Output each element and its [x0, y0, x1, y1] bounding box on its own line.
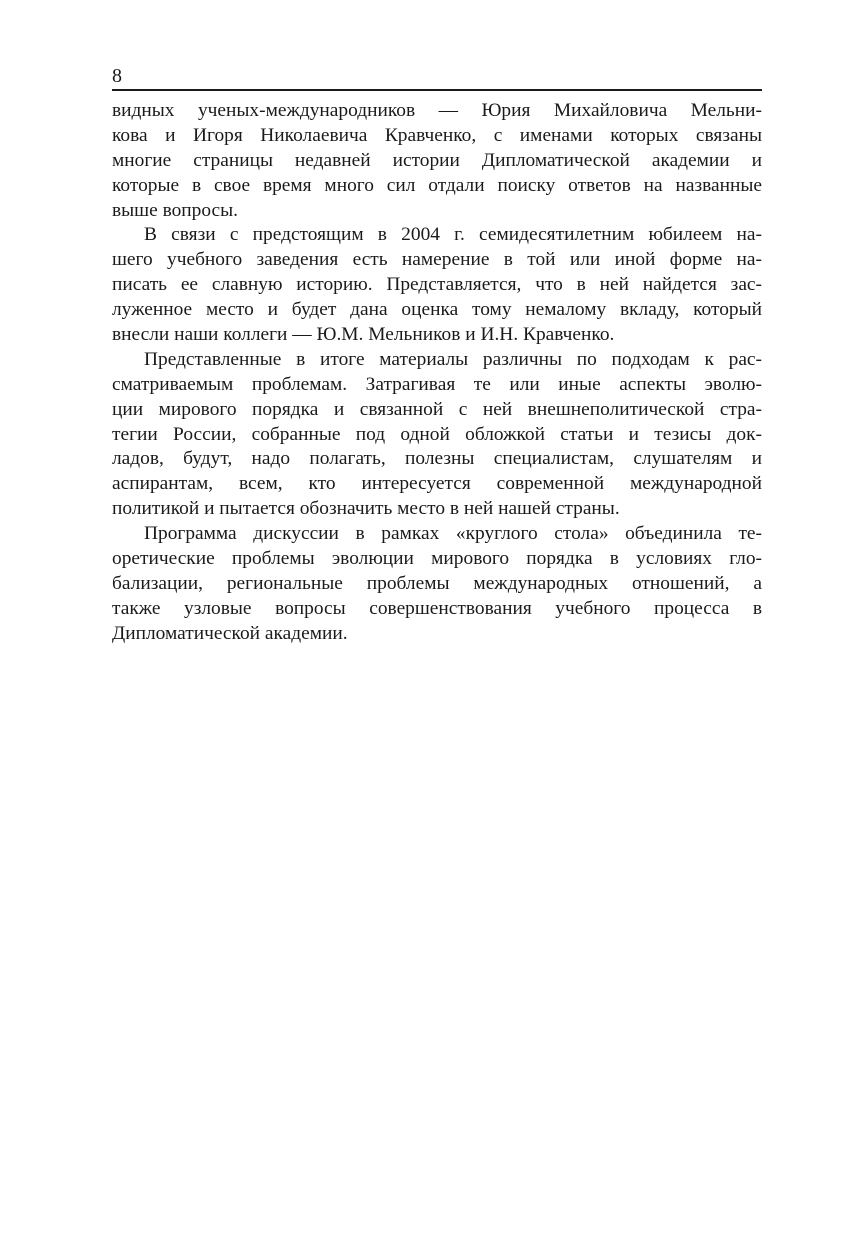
paragraph-line: шего учебного заведения есть намерение в той или иной форме на- [112, 249, 762, 271]
paragraph-2 [112, 223, 762, 347]
paragraph-line: ции мирового порядка и связанной с ней внешнеполитической стра- [112, 398, 762, 420]
paragraph-line: оретические проблемы эволюции мирового порядка в условиях гло- [112, 548, 762, 570]
body-text [112, 99, 762, 647]
paragraph-line: Дипломатической академии. [112, 622, 348, 644]
paragraph-3 [112, 348, 762, 522]
paragraph-4 [112, 522, 762, 646]
paragraph-line: писать ее славную историю. Представляется, что в ней найдется зас- [112, 274, 762, 296]
paragraph-line: сматриваемым проблемам. Затрагивая те или иные аспекты эволю- [112, 373, 762, 395]
paragraph-line: которые в свое время много сил отдали поиску ответов на названные [112, 174, 762, 196]
paragraph-line: ладов, будут, надо полагать, полезны специалистам, слушателям и [112, 448, 762, 470]
paragraph-line: В связи с предстоящим в 2004 г. семидесятилетним юбилеем на- [144, 224, 762, 246]
paragraph-line: также узловые вопросы совершенствования учебного процесса в [112, 597, 762, 619]
page-header [112, 64, 762, 92]
paragraph-line: внесли наши коллеги — Ю.М. Мельников и И.Н. Кравченко. [112, 324, 615, 346]
paragraph-line: политикой и пытается обозначить место в ней нашей страны. [112, 498, 620, 520]
page-number: 8 [112, 65, 122, 87]
paragraph-line: аспирантам, всем, кто интересуется современной международной [112, 473, 762, 495]
paragraph-line: многие страницы недавней истории Дипломатической академии и [112, 149, 762, 171]
paragraph-line: тегии России, собранные под одной обложкой статьи и тезисы док- [112, 423, 762, 445]
paragraph-line: луженное место и будет дана оценка тому немалому вкладу, который [112, 299, 762, 321]
paragraph-line: Программа дискуссии в рамках «круглого стола» объединила те- [144, 523, 762, 545]
paragraph-line: выше вопросы. [112, 199, 239, 221]
paragraph-1 [112, 99, 762, 223]
paragraph-line: видных ученых-международников — Юрия Михайловича Мельни- [112, 100, 762, 121]
paragraph-line: бализации, региональные проблемы международных отношений, а [112, 572, 762, 594]
paragraph-line: Представленные в итоге материалы различны по подходам к рас- [144, 348, 762, 370]
paragraph-line: кова и Игоря Николаевича Кравченко, с именами которых связаны [112, 124, 762, 146]
header-rule [112, 89, 762, 91]
